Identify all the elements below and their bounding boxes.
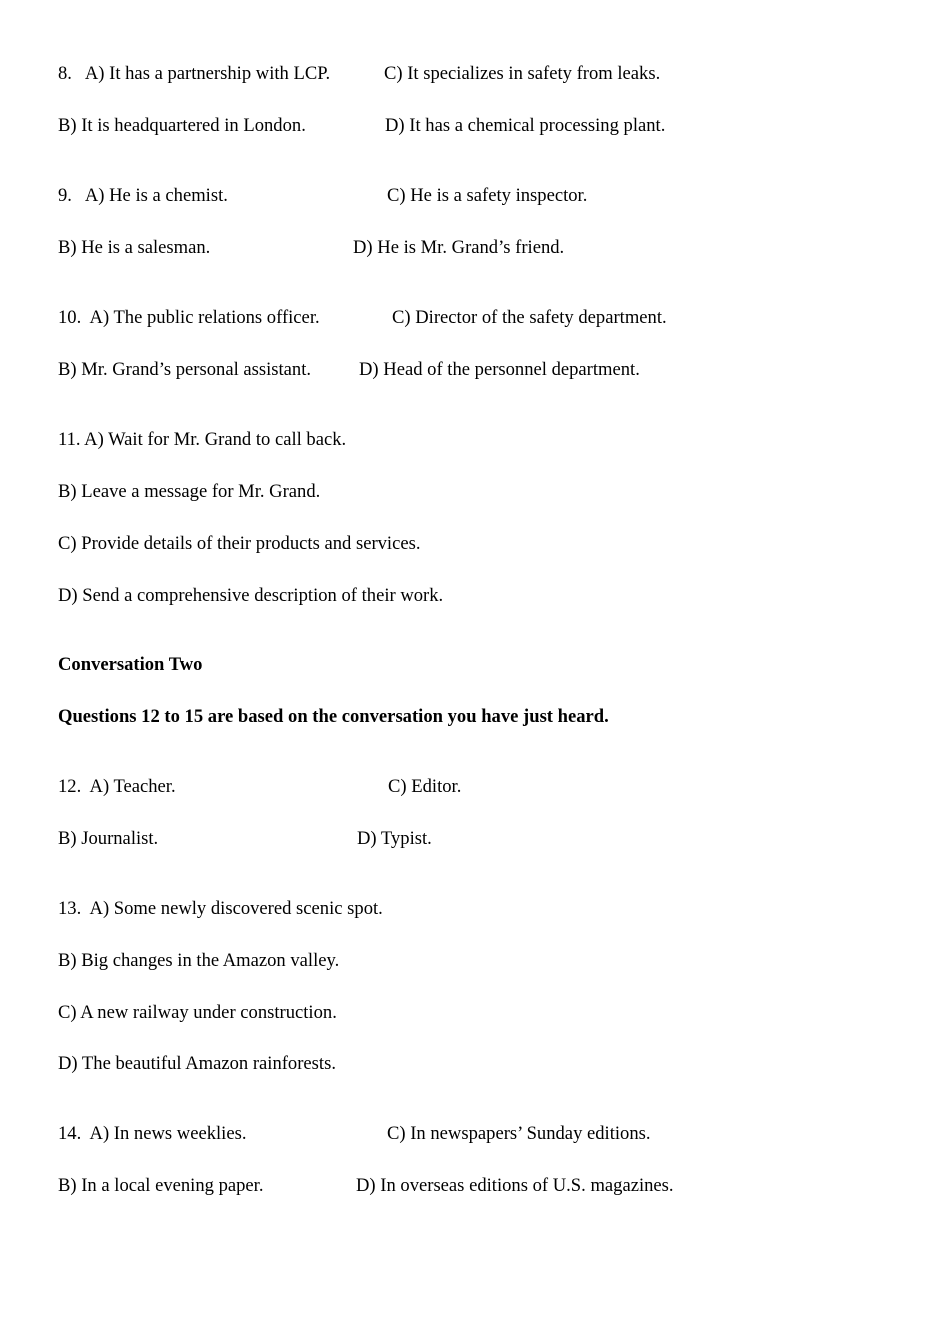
q14-option-a: 14. A) In news weeklies.	[58, 1123, 247, 1144]
q9-option-c: C) He is a safety inspector.	[387, 185, 588, 206]
q8-option-b: B) It is headquartered in London.	[58, 115, 306, 136]
q13-option-c: C) A new railway under construction.	[58, 1002, 337, 1023]
q14-option-c: C) In newspapers’ Sunday editions.	[387, 1123, 651, 1144]
q12-option-c: C) Editor.	[388, 776, 462, 797]
q10-option-c: C) Director of the safety department.	[392, 307, 667, 328]
q11-option-a: 11. A) Wait for Mr. Grand to call back.	[58, 429, 347, 450]
q11-option-c: C) Provide details of their products and services.	[58, 533, 421, 554]
section-instruction: Questions 12 to 15 are based on the conversation you have just heard.	[58, 706, 609, 727]
q8-option-a: 8. A) It has a partnership with LCP.	[58, 63, 331, 84]
q13-option-b: B) Big changes in the Amazon valley.	[58, 950, 340, 971]
q14-option-b: B) In a local evening paper.	[58, 1175, 264, 1196]
q9-option-a: 9. A) He is a chemist.	[58, 185, 228, 206]
q12-option-d: D) Typist.	[357, 828, 432, 849]
q12-option-a: 12. A) Teacher.	[58, 776, 176, 797]
q11-option-b: B) Leave a message for Mr. Grand.	[58, 481, 321, 502]
q12-option-b: B) Journalist.	[58, 828, 159, 849]
q13-option-a: 13. A) Some newly discovered scenic spot.	[58, 898, 383, 919]
q9-option-d: D) He is Mr. Grand’s friend.	[353, 237, 565, 258]
q11-option-d: D) Send a comprehensive description of their work.	[58, 585, 444, 606]
q13-option-d: D) The beautiful Amazon rainforests.	[58, 1053, 336, 1074]
q10-option-b: B) Mr. Grand’s personal assistant.	[58, 359, 312, 380]
q8-option-c: C) It specializes in safety from leaks.	[384, 63, 661, 84]
section-title: Conversation Two	[58, 654, 203, 675]
q8-option-d: D) It has a chemical processing plant.	[385, 115, 666, 136]
q10-option-a: 10. A) The public relations officer.	[58, 307, 320, 328]
q10-option-d: D) Head of the personnel department.	[359, 359, 640, 380]
q9-option-b: B) He is a salesman.	[58, 237, 211, 258]
q14-option-d: D) In overseas editions of U.S. magazines.	[356, 1175, 674, 1196]
